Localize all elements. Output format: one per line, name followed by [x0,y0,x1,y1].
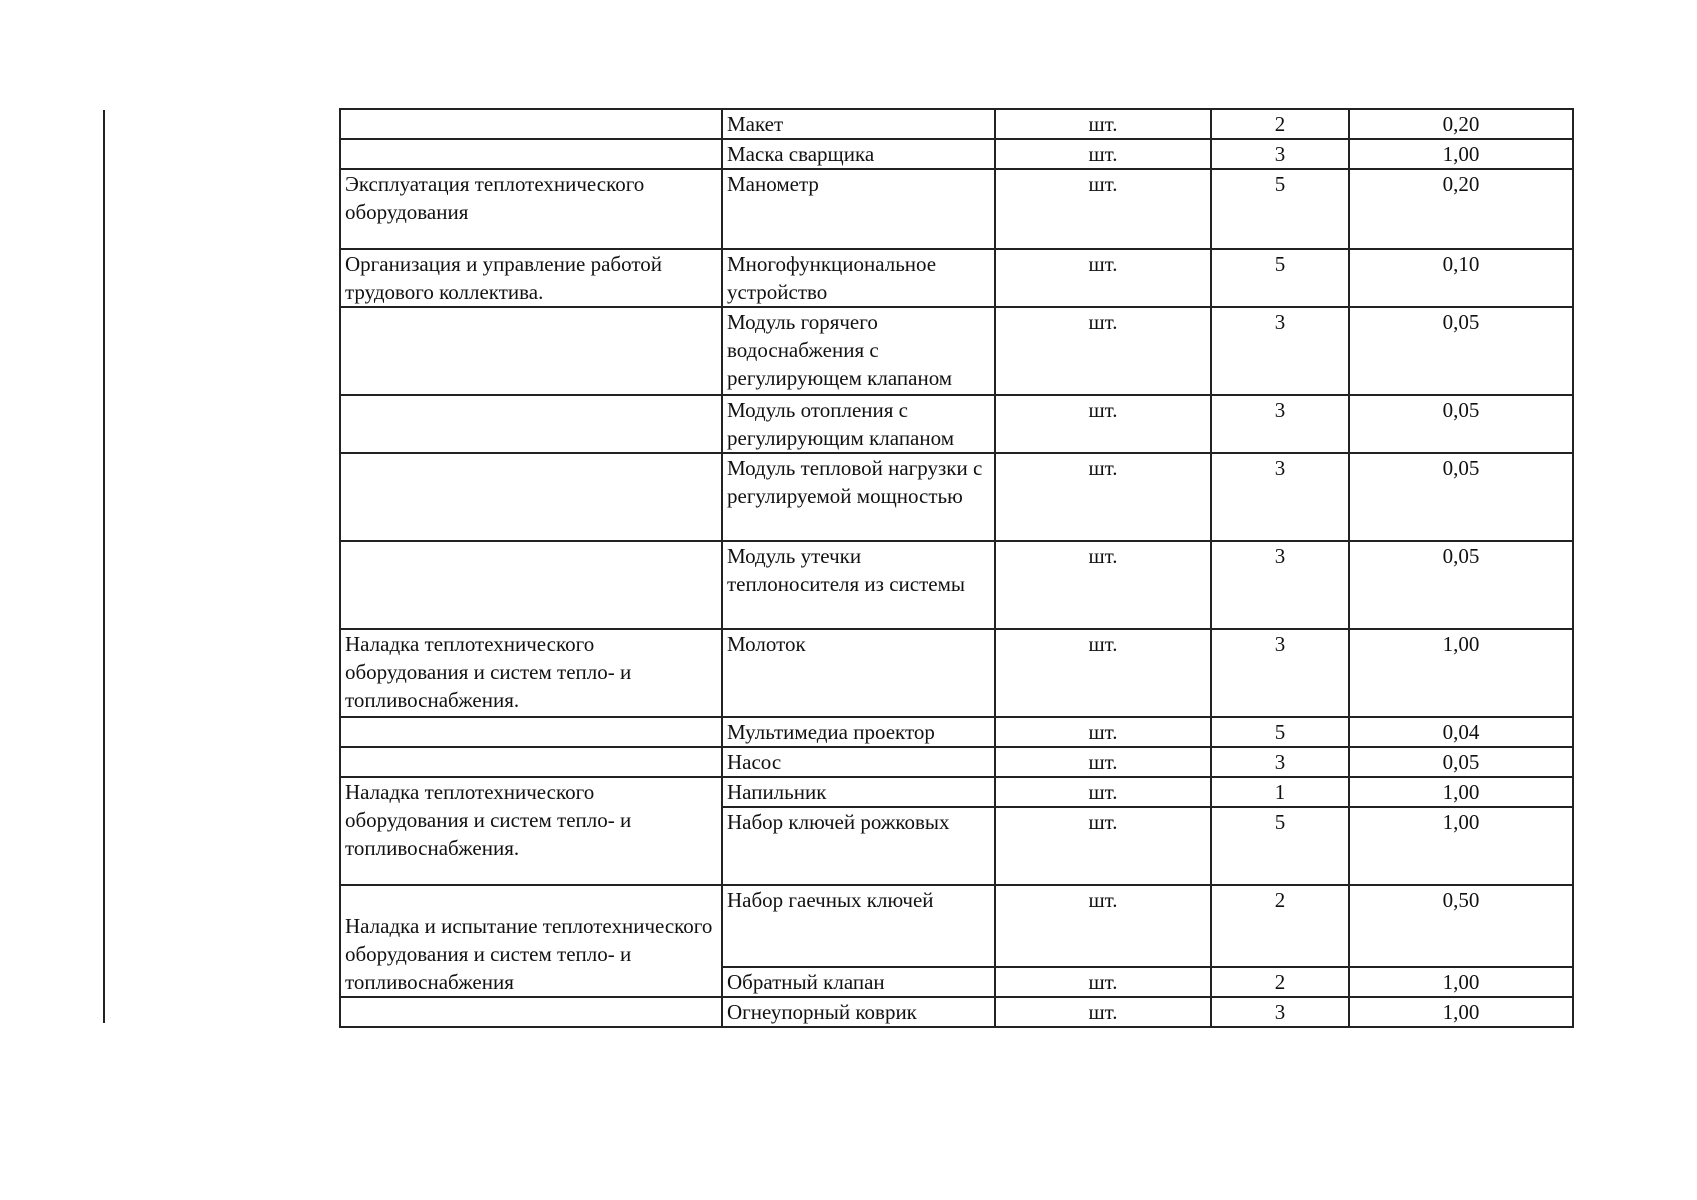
quantity-cell: 3 [1211,453,1349,541]
unit-cell: шт. [995,777,1211,807]
unit-cell: шт. [995,169,1211,249]
coefficient-cell: 0,05 [1349,395,1573,453]
table-row [340,453,1573,541]
item-name-cell: Модуль отопления с регулирующим клапаном [722,395,995,453]
table-row [340,997,1573,1027]
table-row [340,717,1573,747]
item-name-cell: Маска сварщика [722,139,995,169]
quantity-cell: 2 [1211,885,1349,967]
coefficient-cell: 1,00 [1349,139,1573,169]
unit-cell: шт. [995,747,1211,777]
unit-cell: шт. [995,395,1211,453]
item-name-cell: Манометр [722,169,995,249]
subject-cell: Организация и управление работой трудового коллектива. [340,249,722,307]
item-name-cell: Насос [722,747,995,777]
unit-cell: шт. [995,807,1211,885]
subject-cell: Наладка теплотехнического оборудования и систем тепло- и топливоснабжения. [340,629,722,717]
equipment-table [339,108,1574,1028]
table-row [340,747,1573,777]
item-name-cell: Модуль горячего водоснабжения с регулирующем клапаном [722,307,995,395]
item-name-cell: Набор ключей рожковых [722,807,995,885]
table-row [340,541,1573,629]
quantity-cell: 3 [1211,997,1349,1027]
coefficient-cell: 0,05 [1349,307,1573,395]
quantity-cell: 3 [1211,629,1349,717]
coefficient-cell: 1,00 [1349,777,1573,807]
unit-cell: шт. [995,629,1211,717]
unit-cell: шт. [995,997,1211,1027]
subject-cell: Эксплуатация теплотехнического оборудования [340,169,722,249]
table-row [340,885,1573,967]
coefficient-cell: 0,05 [1349,453,1573,541]
coefficient-cell: 0,50 [1349,885,1573,967]
coefficient-cell: 1,00 [1349,629,1573,717]
subject-cell [340,997,722,1027]
table-row [340,109,1573,139]
coefficient-cell: 1,00 [1349,967,1573,997]
coefficient-cell: 1,00 [1349,807,1573,885]
quantity-cell: 3 [1211,541,1349,629]
subject-cell [340,139,722,169]
table-row [340,395,1573,453]
item-name-cell: Модуль утечки теплоносителя из системы [722,541,995,629]
quantity-cell: 3 [1211,395,1349,453]
subject-cell [340,307,722,395]
coefficient-cell: 0,10 [1349,249,1573,307]
unit-cell: шт. [995,109,1211,139]
unit-cell: шт. [995,717,1211,747]
unit-cell: шт. [995,885,1211,967]
item-name-cell: Набор гаечных ключей [722,885,995,967]
table-row [340,629,1573,717]
quantity-cell: 5 [1211,249,1349,307]
subject-cell: Наладка и испытание теплотехнического оборудования и систем тепло- и топливоснабжения [340,885,722,997]
quantity-cell: 1 [1211,777,1349,807]
subject-cell [340,541,722,629]
subject-cell [340,453,722,541]
unit-cell: шт. [995,307,1211,395]
unit-cell: шт. [995,967,1211,997]
table-row [340,307,1573,395]
item-name-cell: Многофункциональное устройство [722,249,995,307]
coefficient-cell: 1,00 [1349,997,1573,1027]
coefficient-cell: 0,04 [1349,717,1573,747]
quantity-cell: 3 [1211,139,1349,169]
table-row [340,777,1573,807]
unit-cell: шт. [995,453,1211,541]
item-name-cell: Мультимедиа проектор [722,717,995,747]
quantity-cell: 3 [1211,307,1349,395]
subject-cell [340,717,722,747]
item-name-cell: Макет [722,109,995,139]
coefficient-cell: 0,20 [1349,109,1573,139]
subject-cell: Наладка теплотехнического оборудования и систем тепло- и топливоснабжения. [340,777,722,885]
item-name-cell: Напильник [722,777,995,807]
coefficient-cell: 0,20 [1349,169,1573,249]
quantity-cell: 3 [1211,747,1349,777]
quantity-cell: 5 [1211,717,1349,747]
unit-cell: шт. [995,249,1211,307]
page-margin-line [103,110,105,1023]
table-row [340,249,1573,307]
coefficient-cell: 0,05 [1349,541,1573,629]
subject-cell [340,395,722,453]
subject-cell [340,747,722,777]
quantity-cell: 5 [1211,807,1349,885]
item-name-cell: Обратный клапан [722,967,995,997]
table-row [340,169,1573,249]
quantity-cell: 5 [1211,169,1349,249]
coefficient-cell: 0,05 [1349,747,1573,777]
item-name-cell: Молоток [722,629,995,717]
unit-cell: шт. [995,139,1211,169]
quantity-cell: 2 [1211,109,1349,139]
subject-cell [340,109,722,139]
item-name-cell: Модуль тепловой нагрузки с регулируемой мощностью [722,453,995,541]
item-name-cell: Огнеупорный коврик [722,997,995,1027]
unit-cell: шт. [995,541,1211,629]
table-row [340,139,1573,169]
quantity-cell: 2 [1211,967,1349,997]
